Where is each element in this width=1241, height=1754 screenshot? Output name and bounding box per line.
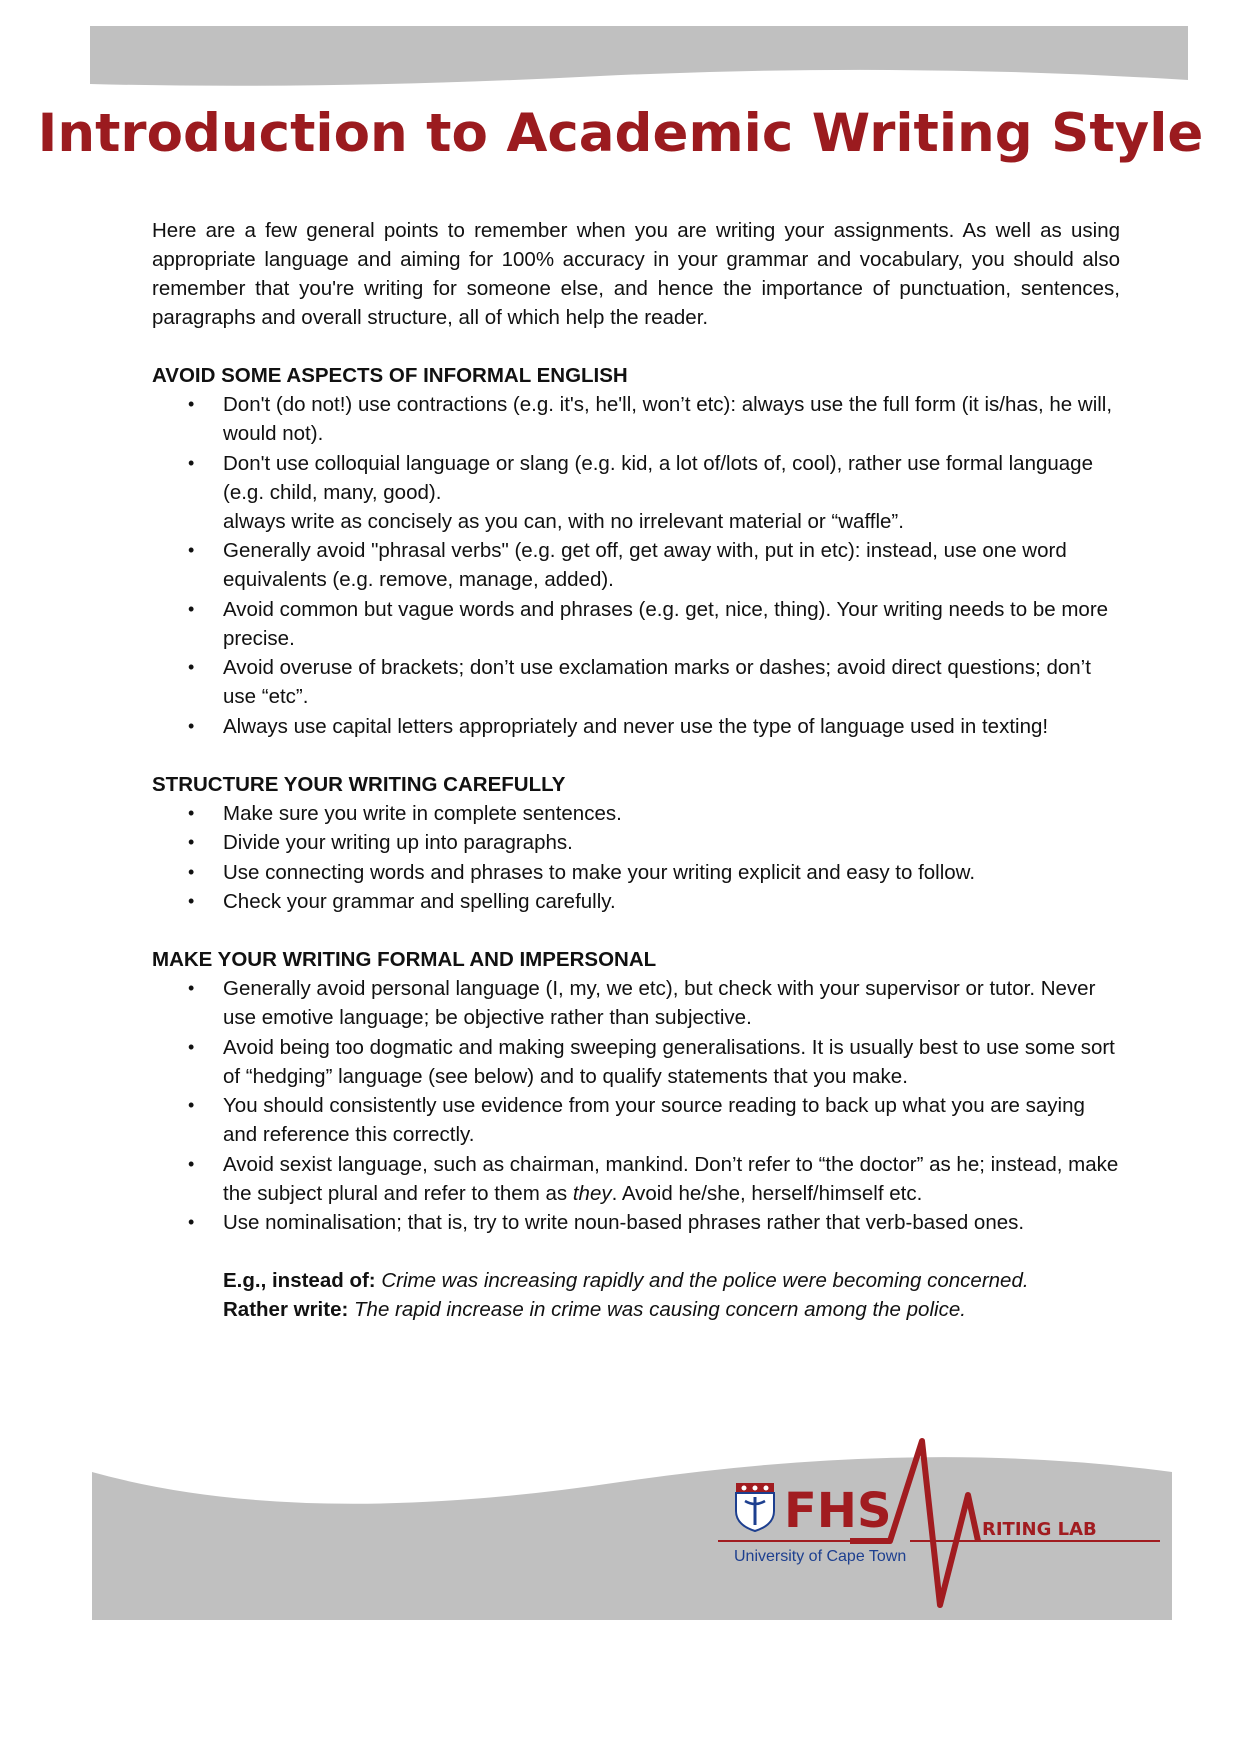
section-heading: STRUCTURE YOUR WRITING CAREFULLY	[152, 772, 566, 796]
list-item-text: Make sure you write in complete sentences.	[223, 801, 622, 825]
list-item-text: Generally avoid personal language (I, my, we etc), but check with your supervisor or tutor. Never use emotive language; be objective rather than subjective.	[223, 977, 1096, 1029]
list-item	[152, 536, 1120, 594]
bullet-icon: •	[188, 1095, 195, 1115]
list-item-text: You should consistently use evidence from your source reading to back up what you are saying and reference this correctly.	[223, 1094, 1085, 1146]
bullet-icon: •	[188, 891, 195, 911]
list-item	[152, 1091, 1120, 1149]
top-decorative-band	[0, 0, 1241, 100]
bullet-icon: •	[188, 657, 195, 677]
list-item-text: Divide your writing up into paragraphs.	[223, 831, 573, 854]
list-item	[152, 390, 1120, 448]
example-rather-label: Rather write:	[223, 1298, 349, 1321]
sexist-text-after: . Avoid he/she, herself/himself etc.	[611, 1181, 923, 1205]
list-item-text: Always use capital letters appropriately and never use the type of language used in texting!	[223, 714, 1049, 738]
list-item-text: Avoid being too dogmatic and making sweeping generalisations. It is usually best to use some sort of “hedging” language (see below) and to qualify statements that you make.	[223, 1035, 1115, 1088]
bullet-list	[152, 974, 1120, 1237]
list-item	[152, 449, 1120, 536]
bullet-icon: •	[188, 1036, 195, 1057]
section-heading: AVOID SOME ASPECTS OF INFORMAL ENGLISH	[152, 364, 628, 387]
example-instead-label: E.g., instead of:	[223, 1269, 376, 1292]
list-item	[152, 653, 1120, 711]
example-rather-text: The rapid increase in crime was causing concern among the police.	[354, 1298, 966, 1321]
example-block	[152, 1266, 1120, 1324]
fhs-writing-lab-logo	[700, 1435, 1170, 1615]
bullet-icon: •	[188, 394, 195, 414]
list-item-text: Generally avoid "phrasal verbs" (e.g. get off, get away with, put in etc): instead, use one word equivalents (e.g. remove, manage, added).	[223, 539, 1067, 591]
list-item	[152, 887, 1120, 916]
bullet-icon: •	[188, 598, 195, 619]
list-item-text	[223, 1153, 1118, 1205]
list-item	[152, 1208, 1120, 1237]
list-item	[152, 799, 1120, 828]
sexist-text-italic: they	[572, 1181, 612, 1205]
list-item	[152, 974, 1120, 1032]
sexist-text-before: Avoid sexist language, such as chairman, mankind. Don’t refer to “the doctor” as he; instead, make the subject plural and refer to them as	[223, 1152, 1119, 1205]
list-item-text: Use connecting words and phrases to make your writing explicit and easy to follow.	[223, 860, 976, 884]
bullet-icon: •	[188, 832, 195, 852]
bullet-icon: •	[188, 861, 195, 882]
intro-paragraph: Here are a few general points to remember when you are writing your assignments. As well as using appropriate language and aiming for 100% accuracy in your grammar and vocabulary, you should also remember that you're writing for someone else, and hence the importance of punctuation, sentences, paragraphs and overall structure, all of which help the reader.	[152, 219, 1120, 329]
list-item-text: Don't use colloquial language or slang (e.g. kid, a lot of/lots of, cool), rather use formal language (e.g. child, many, good).	[223, 451, 1093, 504]
page-title: Introduction to Academic Writing Style	[37, 103, 1204, 164]
bullet-list	[152, 390, 1120, 741]
list-item-text: Avoid common but vague words and phrases (e.g. get, nice, thing). Your writing needs to be more precise.	[223, 597, 1109, 650]
list-item	[152, 828, 1120, 857]
example-instead-text: Crime was increasing rapidly and the police were becoming concerned.	[381, 1269, 1029, 1292]
logo-writing-lab: RITING LAB	[982, 1519, 1097, 1540]
logo-fhs: FHS	[784, 1483, 892, 1539]
bullet-icon: •	[188, 978, 195, 998]
list-item-text: Avoid overuse of brackets; don’t use exclamation marks or dashes; avoid direct questions; don’t use “etc”.	[223, 656, 1091, 708]
document-body	[152, 216, 1120, 1324]
bullet-icon: •	[188, 540, 195, 560]
section-structure	[152, 770, 1120, 917]
example-instead	[223, 1266, 1120, 1295]
example-rather	[223, 1295, 1120, 1324]
list-item	[152, 712, 1120, 741]
bullet-list	[152, 799, 1120, 917]
bullet-icon: •	[188, 715, 195, 736]
list-item-text: Check your grammar and spelling carefully.	[223, 890, 616, 913]
bullet-icon: •	[188, 1153, 195, 1174]
list-item-extra-line: always write as concisely as you can, with no irrelevant material or “waffle”.	[223, 509, 904, 533]
bullet-icon: •	[188, 802, 195, 823]
list-item	[152, 1150, 1120, 1208]
ucs-crest-icon	[736, 1483, 774, 1531]
logo-university: University of Cape Town	[734, 1548, 907, 1565]
bullet-icon: •	[188, 1212, 195, 1232]
list-item	[152, 858, 1120, 887]
section-formal-impersonal	[152, 945, 1120, 1237]
list-item-text: Use nominalisation; that is, try to write noun-based phrases rather that verb-based ones.	[223, 1211, 1025, 1234]
list-item	[152, 595, 1120, 653]
list-item	[152, 1033, 1120, 1091]
section-informal-english	[152, 361, 1120, 741]
list-item-text: Don't (do not!) use contractions (e.g. it's, he'll, won’t etc): always use the full form (it is/has, he will, would not).	[223, 393, 1113, 445]
section-heading: MAKE YOUR WRITING FORMAL AND IMPERSONAL	[152, 948, 657, 971]
bullet-icon: •	[188, 452, 195, 473]
